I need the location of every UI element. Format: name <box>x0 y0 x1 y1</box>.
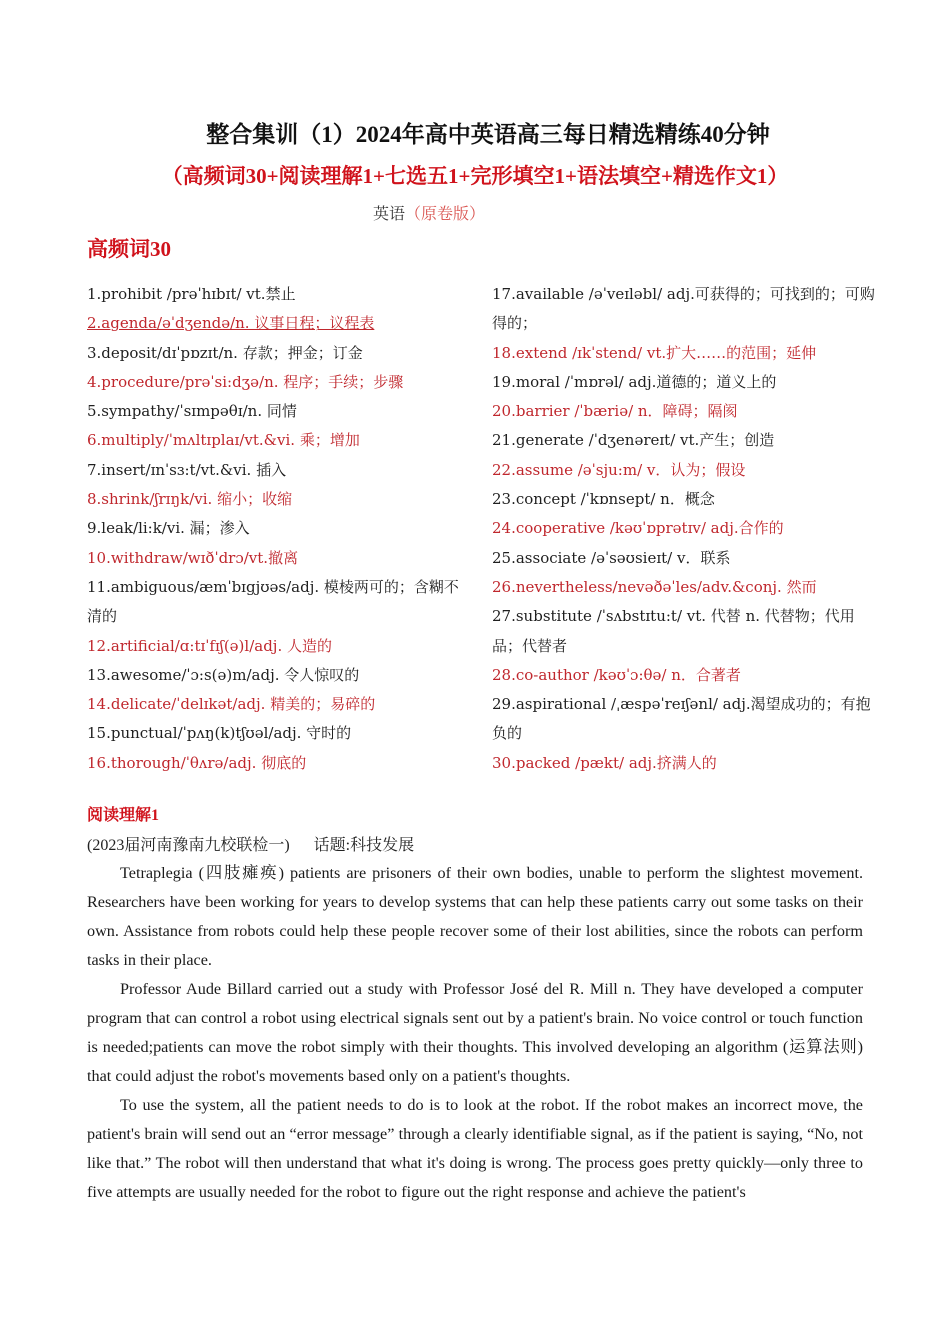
edition-line <box>373 201 485 224</box>
vocab-item: 29.aspirational /ˌæspəˈreɪʃənl/ adj.渴望成功的；有抱负的 <box>492 695 871 743</box>
vocab-item: 16.thorough/ˈθʌrə/adj. 彻底的 <box>87 753 307 772</box>
edition-label: （原卷版） <box>405 206 486 223</box>
vocab-item: 2.agenda/əˈdʒendə/n. 议事日程；议程表 <box>87 314 375 333</box>
vocab-heading: 高频词30 <box>87 237 171 261</box>
vocab-item: 28.co-author /kəʊˈɔ:θə/ n．合著者 <box>492 665 741 684</box>
vocab-item: 21.generate /ˈdʒenəreɪt/ vt.产生；创造 <box>492 431 775 450</box>
passage-paragraph: To use the system, all the patient needs to do is to look at the robot. If the robot makes an incorrect move, the patient's brain will send out an “error message” through a clearly identifiable signal, as if the patient is saying, “No, not like that.” The robot will then understand that what it's doing is wrong. The process goes pretty quickly—only three to five attempts are usually needed for the robot to figure out the right response and achieve the patient's <box>87 1096 863 1201</box>
vocab-item: 9.leak/li:k/vi. 漏；渗入 <box>87 519 250 538</box>
vocab-item: 4.procedure/prəˈsi:dʒə/n. 程序；手续；步骤 <box>87 372 404 391</box>
vocab-item: 13.awesome/ˈɔ:s(ə)m/adj. 令人惊叹的 <box>87 665 360 684</box>
vocab-item: 5.sympathy/ˈsɪmpəθɪ/n. 同情 <box>87 402 297 421</box>
vocab-item: 11.ambiguous/æmˈbɪgjʊəs/adj. 模棱两可的；含糊不清的 <box>87 577 459 626</box>
vocab-item: 12.artificial/ɑ:tɪˈfɪʃ(ə)l/adj. 人造的 <box>87 636 332 655</box>
vocab-item: 20.barrier /ˈbæriə/ n．障碍；隔阂 <box>492 402 738 421</box>
document-subtitle: （高频词30+阅读理解1+七选五1+完形填空1+语法填空+精选作文1） <box>161 164 789 188</box>
vocab-left-column <box>87 280 472 778</box>
vocab-item: 19.moral /ˈmɒrəl/ adj.道德的；道义上的 <box>492 372 777 391</box>
vocab-item: 15.punctual/ˈpʌŋ(k)tʃʊəl/adj. 守时的 <box>87 724 352 743</box>
vocab-item: 30.packed /pækt/ adj.挤满人的 <box>492 753 717 772</box>
vocab-item: 8.shrink/ʃrɪŋk/vi. 缩小；收缩 <box>87 490 293 509</box>
vocab-item: 1.prohibit /prəˈhɪbɪt/ vt.禁止 <box>87 285 296 303</box>
vocab-item: 17.available /əˈveɪləbl/ adj.可获得的；可找到的；可购得的； <box>492 285 875 333</box>
reading-heading: 阅读理解1 <box>87 807 160 824</box>
vocab-item: 10.withdraw/wɪðˈdrɔ/vt.撤离 <box>87 548 299 567</box>
vocab-item: 27.substitute /ˈsʌbstɪtu:t/ vt. 代替 n. 代替物；代用品；代替者 <box>492 607 855 655</box>
vocab-item: 14.delicate/ˈdelɪkət/adj. 精美的；易碎的 <box>87 695 376 714</box>
vocab-item: 24.cooperative /kəʊˈɒprətɪv/ adj.合作的 <box>492 519 784 538</box>
document-title: 整合集训（1）2024年高中英语高三每日精选精练40分钟 <box>206 122 770 147</box>
reading-passage <box>87 859 863 1207</box>
vocab-item: 3.deposit/dɪˈpɒzɪt/n. 存款；押金；订金 <box>87 343 363 362</box>
passage-paragraph: Professor Aude Billard carried out a study with Professor José del R. Mill n. They have developed a computer program that can control a robot using electrical signals sent out by a patient's brain. No voice control or touch function is needed;patients can move the robot simply with their thoughts. This involved developing an algorithm (运算法则) that could adjust the robot's movements based only on a patient's thoughts. <box>87 980 863 1085</box>
vocab-item: 23.concept /ˈkɒnsept/ n．概念 <box>492 490 715 509</box>
subject-label: 英语 <box>373 206 406 223</box>
reading-topic: 话题:科技发展 <box>313 837 415 854</box>
reading-source-line <box>87 832 414 855</box>
vocab-item: 6.multiply/ˈmʌltɪplaɪ/vt.&vi. 乘；增加 <box>87 431 360 450</box>
vocab-item: 26.nevertheless/nevəðəˈles/adv.&conj. 然而 <box>492 577 817 596</box>
passage-paragraph: Tetraplegia (四肢瘫痪) patients are prisoners of their own bodies, unable to perform the slightest movement. Researchers have been working for years to develop systems that can help these patients carry out some tasks on their own. Assistance from robots could help these people recover some of their lost abilities, since the robots can perform tasks in their place. <box>87 864 863 969</box>
vocab-item: 25.associate /əˈsəʊsieɪt/ v．联系 <box>492 548 731 567</box>
reading-source: (2023届河南豫南九校联检一) <box>87 837 290 854</box>
vocab-item: 22.assume /əˈsju:m/ v．认为；假设 <box>492 460 746 479</box>
vocab-item: 7.insert/ɪnˈsɜ:t/vt.&vi. 插入 <box>87 460 287 479</box>
vocab-right-column <box>492 280 877 778</box>
vocab-item: 18.extend /ɪkˈstend/ vt.扩大……的范围；延伸 <box>492 343 817 362</box>
